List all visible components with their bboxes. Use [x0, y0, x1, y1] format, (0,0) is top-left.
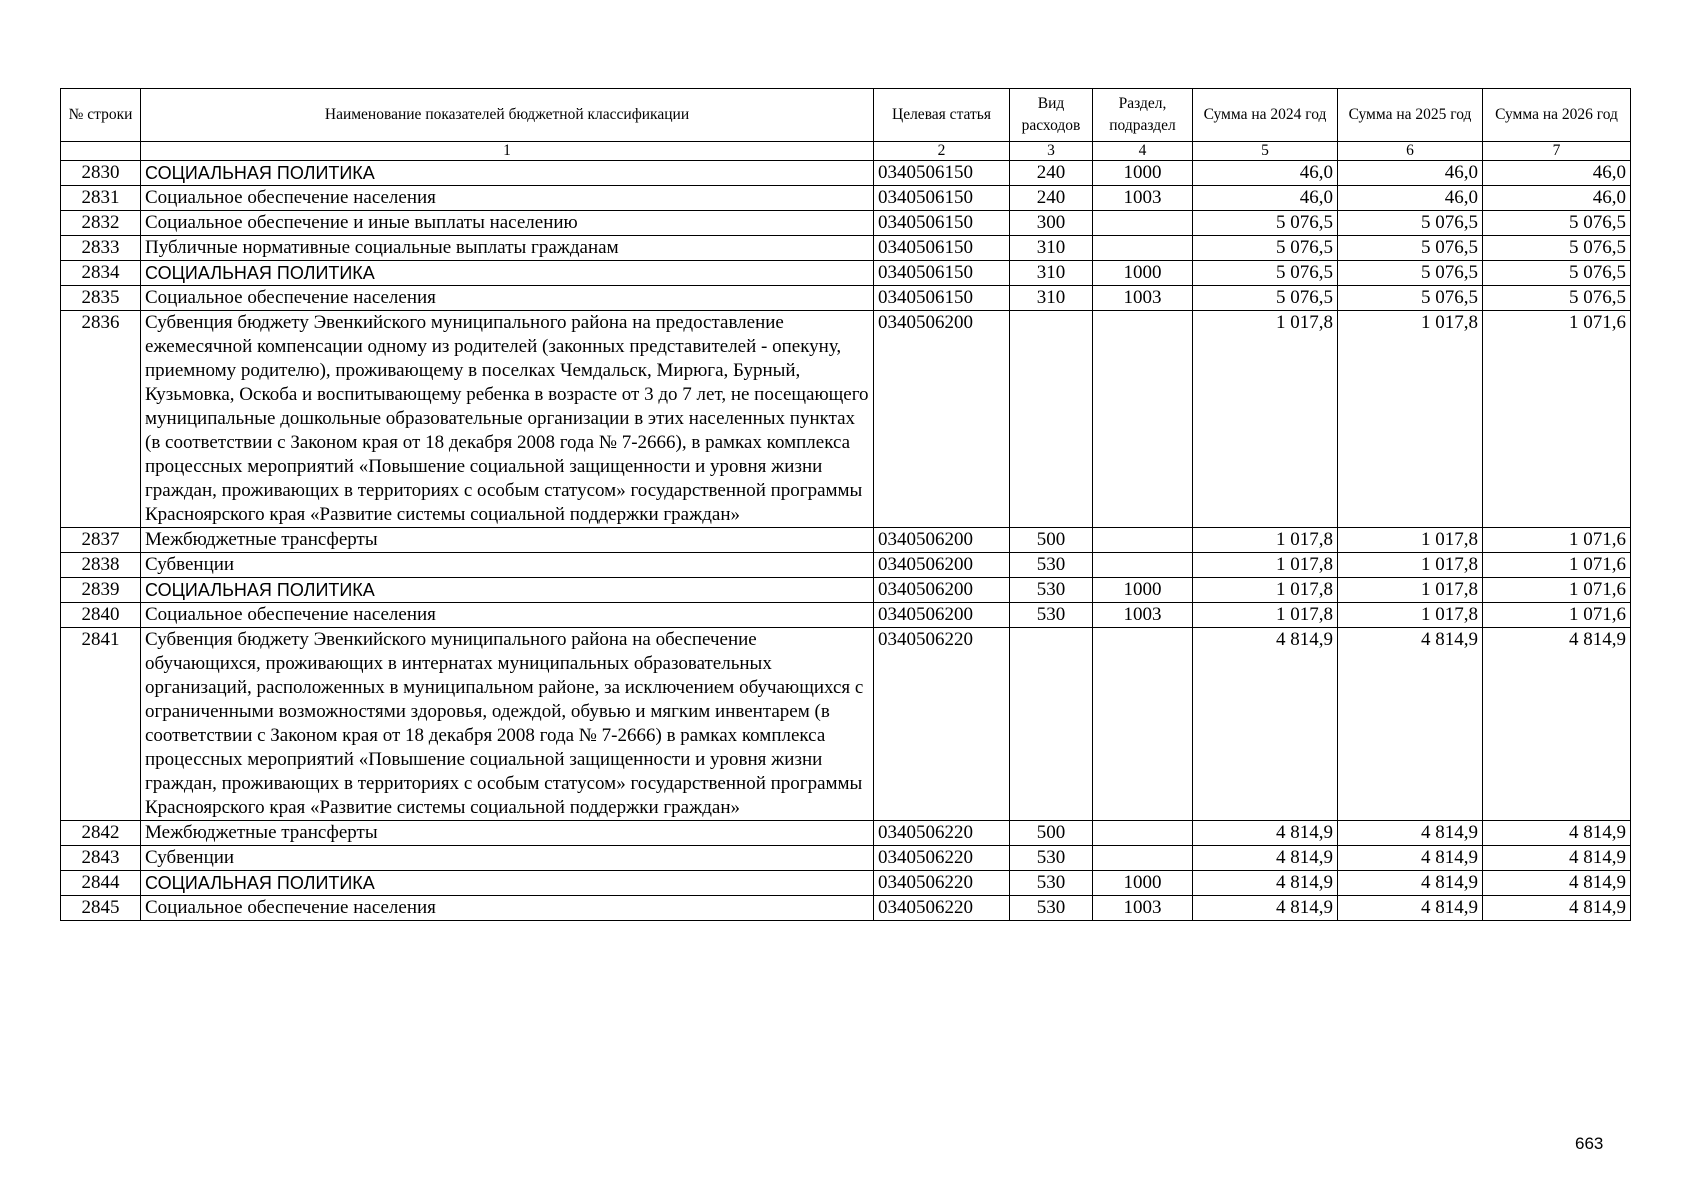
- header-sum-2026: Сумма на 2026 год: [1483, 89, 1631, 142]
- row-number-cell: 2839: [61, 578, 141, 603]
- table-row: [61, 896, 1631, 921]
- header-sum-2025: Сумма на 2025 год: [1338, 89, 1483, 142]
- sum-2025-cell: 4 814,9: [1338, 628, 1483, 821]
- sum-2025-cell: 5 076,5: [1338, 211, 1483, 236]
- header-target-article: Целевая статья: [874, 89, 1010, 142]
- target-article-cell: 0340506150: [874, 161, 1010, 186]
- target-article-cell: 0340506150: [874, 186, 1010, 211]
- name-cell: Социальное обеспечение населения: [141, 186, 874, 211]
- row-number-cell: 2831: [61, 186, 141, 211]
- sum-2025-cell: 1 017,8: [1338, 528, 1483, 553]
- header-row-number: № строки: [61, 89, 141, 142]
- section-cell: 1000: [1093, 578, 1193, 603]
- row-number-cell: 2835: [61, 286, 141, 311]
- column-numbers-row: [61, 142, 1631, 161]
- name-cell: Межбюджетные трансферты: [141, 821, 874, 846]
- sum-2024-cell: 1 017,8: [1193, 553, 1338, 578]
- sum-2026-cell: 4 814,9: [1483, 846, 1631, 871]
- budget-table-container: [60, 88, 1630, 921]
- row-number-cell: 2845: [61, 896, 141, 921]
- table-row: [61, 211, 1631, 236]
- table-row: [61, 311, 1631, 528]
- row-number-cell: 2833: [61, 236, 141, 261]
- column-number-cell: 4: [1093, 142, 1193, 161]
- name-cell: Социальное обеспечение и иные выплаты населению: [141, 211, 874, 236]
- row-number-cell: 2838: [61, 553, 141, 578]
- table-row: [61, 871, 1631, 896]
- expense-type-cell: 310: [1010, 261, 1093, 286]
- sum-2025-cell: 5 076,5: [1338, 286, 1483, 311]
- name-cell: Субвенции: [141, 553, 874, 578]
- row-number-cell: 2843: [61, 846, 141, 871]
- section-cell: [1093, 628, 1193, 821]
- sum-2025-cell: 4 814,9: [1338, 896, 1483, 921]
- sum-2025-cell: 46,0: [1338, 161, 1483, 186]
- target-article-cell: 0340506220: [874, 846, 1010, 871]
- table-row: [61, 846, 1631, 871]
- target-article-cell: 0340506150: [874, 236, 1010, 261]
- expense-type-cell: 310: [1010, 286, 1093, 311]
- table-row: [61, 553, 1631, 578]
- expense-type-cell: 240: [1010, 161, 1093, 186]
- section-cell: [1093, 821, 1193, 846]
- section-cell: 1000: [1093, 161, 1193, 186]
- row-number-cell: 2830: [61, 161, 141, 186]
- target-article-cell: 0340506200: [874, 528, 1010, 553]
- expense-type-cell: 530: [1010, 578, 1093, 603]
- sum-2025-cell: 4 814,9: [1338, 821, 1483, 846]
- table-row: [61, 261, 1631, 286]
- expense-type-cell: 310: [1010, 236, 1093, 261]
- budget-table: [60, 88, 1631, 921]
- name-cell: Субвенции: [141, 846, 874, 871]
- target-article-cell: 0340506220: [874, 896, 1010, 921]
- table-header: [61, 89, 1631, 161]
- column-number-cell: 1: [141, 142, 874, 161]
- target-article-cell: 0340506150: [874, 211, 1010, 236]
- name-cell: Социальное обеспечение населения: [141, 286, 874, 311]
- target-article-cell: 0340506150: [874, 286, 1010, 311]
- table-row: [61, 186, 1631, 211]
- table-row: [61, 628, 1631, 821]
- sum-2024-cell: 46,0: [1193, 186, 1338, 211]
- sum-2025-cell: 1 017,8: [1338, 553, 1483, 578]
- sum-2024-cell: 4 814,9: [1193, 896, 1338, 921]
- row-number-cell: 2832: [61, 211, 141, 236]
- name-cell: СОЦИАЛЬНАЯ ПОЛИТИКА: [141, 871, 874, 896]
- expense-type-cell: [1010, 628, 1093, 821]
- row-number-cell: 2844: [61, 871, 141, 896]
- row-number-cell: 2836: [61, 311, 141, 528]
- target-article-cell: 0340506220: [874, 821, 1010, 846]
- section-cell: 1003: [1093, 186, 1193, 211]
- header-name: Наименование показателей бюджетной классификации: [141, 89, 874, 142]
- sum-2024-cell: 1 017,8: [1193, 578, 1338, 603]
- sum-2024-cell: 46,0: [1193, 161, 1338, 186]
- section-cell: 1000: [1093, 871, 1193, 896]
- header-sum-2024: Сумма на 2024 год: [1193, 89, 1338, 142]
- section-cell: [1093, 236, 1193, 261]
- section-cell: 1003: [1093, 603, 1193, 628]
- sum-2024-cell: 5 076,5: [1193, 286, 1338, 311]
- column-number-cell: 6: [1338, 142, 1483, 161]
- section-cell: 1003: [1093, 286, 1193, 311]
- target-article-cell: 0340506150: [874, 261, 1010, 286]
- table-body: [61, 161, 1631, 921]
- row-number-cell: 2840: [61, 603, 141, 628]
- table-row: [61, 161, 1631, 186]
- section-cell: [1093, 528, 1193, 553]
- row-number-cell: 2837: [61, 528, 141, 553]
- section-cell: 1003: [1093, 896, 1193, 921]
- sum-2026-cell: 4 814,9: [1483, 896, 1631, 921]
- sum-2024-cell: 4 814,9: [1193, 846, 1338, 871]
- table-row: [61, 528, 1631, 553]
- sum-2026-cell: 5 076,5: [1483, 286, 1631, 311]
- column-number-cell: [61, 142, 141, 161]
- page-number: 663: [1575, 1134, 1604, 1153]
- sum-2026-cell: 46,0: [1483, 161, 1631, 186]
- sum-2026-cell: 5 076,5: [1483, 236, 1631, 261]
- header-expense-type: Вид расходов: [1010, 89, 1093, 142]
- table-row: [61, 821, 1631, 846]
- column-number-cell: 3: [1010, 142, 1093, 161]
- expense-type-cell: 500: [1010, 821, 1093, 846]
- sum-2024-cell: 4 814,9: [1193, 821, 1338, 846]
- sum-2026-cell: 4 814,9: [1483, 628, 1631, 821]
- sum-2026-cell: 1 071,6: [1483, 603, 1631, 628]
- name-cell: СОЦИАЛЬНАЯ ПОЛИТИКА: [141, 161, 874, 186]
- sum-2026-cell: 5 076,5: [1483, 211, 1631, 236]
- name-cell: Межбюджетные трансферты: [141, 528, 874, 553]
- section-cell: [1093, 846, 1193, 871]
- sum-2024-cell: 1 017,8: [1193, 603, 1338, 628]
- sum-2024-cell: 1 017,8: [1193, 311, 1338, 528]
- header-section: Раздел, подраздел: [1093, 89, 1193, 142]
- sum-2025-cell: 46,0: [1338, 186, 1483, 211]
- sum-2025-cell: 4 814,9: [1338, 871, 1483, 896]
- sum-2024-cell: 4 814,9: [1193, 628, 1338, 821]
- expense-type-cell: 300: [1010, 211, 1093, 236]
- sum-2026-cell: 1 071,6: [1483, 311, 1631, 528]
- column-number-cell: 2: [874, 142, 1010, 161]
- expense-type-cell: 530: [1010, 603, 1093, 628]
- column-number-cell: 5: [1193, 142, 1338, 161]
- target-article-cell: 0340506220: [874, 628, 1010, 821]
- target-article-cell: 0340506200: [874, 578, 1010, 603]
- sum-2026-cell: 1 071,6: [1483, 528, 1631, 553]
- sum-2026-cell: 4 814,9: [1483, 821, 1631, 846]
- row-number-cell: 2842: [61, 821, 141, 846]
- sum-2026-cell: 4 814,9: [1483, 871, 1631, 896]
- target-article-cell: 0340506200: [874, 311, 1010, 528]
- name-cell: СОЦИАЛЬНАЯ ПОЛИТИКА: [141, 578, 874, 603]
- name-cell: СОЦИАЛЬНАЯ ПОЛИТИКА: [141, 261, 874, 286]
- section-cell: [1093, 553, 1193, 578]
- name-cell: Субвенция бюджету Эвенкийского муниципального района на предоставление ежемесячной компенсации одному из родителей (законных представителей - опекуну, приемному родителю), проживающему в поселках Чемдальск, Мирюга, Бурный, Кузьмовка, Оскоба и воспитывающему ребенка в возрасте от 3 до 7 лет, не посещающего муниципальные дошкольные образовательные организации в этих населенных пунктах (в соответствии с Законом края от 18 декабря 2008 года № 7-2666), в рамках комплекса процессных мероприятий «Повышение социальной защищенности и уровня жизни граждан, проживающих в территориях с особым статусом» государственной программы Красноярского края «Развитие системы социальной поддержки граждан»: [141, 311, 874, 528]
- expense-type-cell: 530: [1010, 553, 1093, 578]
- sum-2024-cell: 4 814,9: [1193, 871, 1338, 896]
- sum-2026-cell: 46,0: [1483, 186, 1631, 211]
- section-cell: [1093, 311, 1193, 528]
- target-article-cell: 0340506200: [874, 603, 1010, 628]
- sum-2025-cell: 1 017,8: [1338, 603, 1483, 628]
- expense-type-cell: 530: [1010, 871, 1093, 896]
- sum-2024-cell: 5 076,5: [1193, 211, 1338, 236]
- name-cell: Социальное обеспечение населения: [141, 603, 874, 628]
- target-article-cell: 0340506220: [874, 871, 1010, 896]
- table-row: [61, 578, 1631, 603]
- name-cell: Социальное обеспечение населения: [141, 896, 874, 921]
- section-cell: [1093, 211, 1193, 236]
- column-number-cell: 7: [1483, 142, 1631, 161]
- name-cell: Публичные нормативные социальные выплаты гражданам: [141, 236, 874, 261]
- name-cell: Субвенция бюджету Эвенкийского муниципального района на обеспечение обучающихся, проживающих в интернатах муниципальных образовательных организаций, расположенных в муниципальном районе, за исключением обучающихся с ограниченными возможностями здоровья, одеждой, обувью и мягким инвентарем (в соответствии с Законом края от 18 декабря 2008 года № 7-2666) в рамках комплекса процессных мероприятий «Повышение социальной защищенности и уровня жизни граждан, проживающих в территориях с особым статусом» государственной программы Красноярского края «Развитие системы социальной поддержки граждан»: [141, 628, 874, 821]
- sum-2024-cell: 5 076,5: [1193, 236, 1338, 261]
- sum-2024-cell: 1 017,8: [1193, 528, 1338, 553]
- table-row: [61, 236, 1631, 261]
- section-cell: 1000: [1093, 261, 1193, 286]
- sum-2025-cell: 5 076,5: [1338, 261, 1483, 286]
- expense-type-cell: [1010, 311, 1093, 528]
- expense-type-cell: 240: [1010, 186, 1093, 211]
- table-row: [61, 603, 1631, 628]
- row-number-cell: 2841: [61, 628, 141, 821]
- sum-2025-cell: 1 017,8: [1338, 578, 1483, 603]
- target-article-cell: 0340506200: [874, 553, 1010, 578]
- sum-2025-cell: 4 814,9: [1338, 846, 1483, 871]
- sum-2026-cell: 5 076,5: [1483, 261, 1631, 286]
- expense-type-cell: 500: [1010, 528, 1093, 553]
- sum-2026-cell: 1 071,6: [1483, 553, 1631, 578]
- row-number-cell: 2834: [61, 261, 141, 286]
- sum-2026-cell: 1 071,6: [1483, 578, 1631, 603]
- sum-2024-cell: 5 076,5: [1193, 261, 1338, 286]
- expense-type-cell: 530: [1010, 896, 1093, 921]
- sum-2025-cell: 1 017,8: [1338, 311, 1483, 528]
- sum-2025-cell: 5 076,5: [1338, 236, 1483, 261]
- table-row: [61, 286, 1631, 311]
- expense-type-cell: 530: [1010, 846, 1093, 871]
